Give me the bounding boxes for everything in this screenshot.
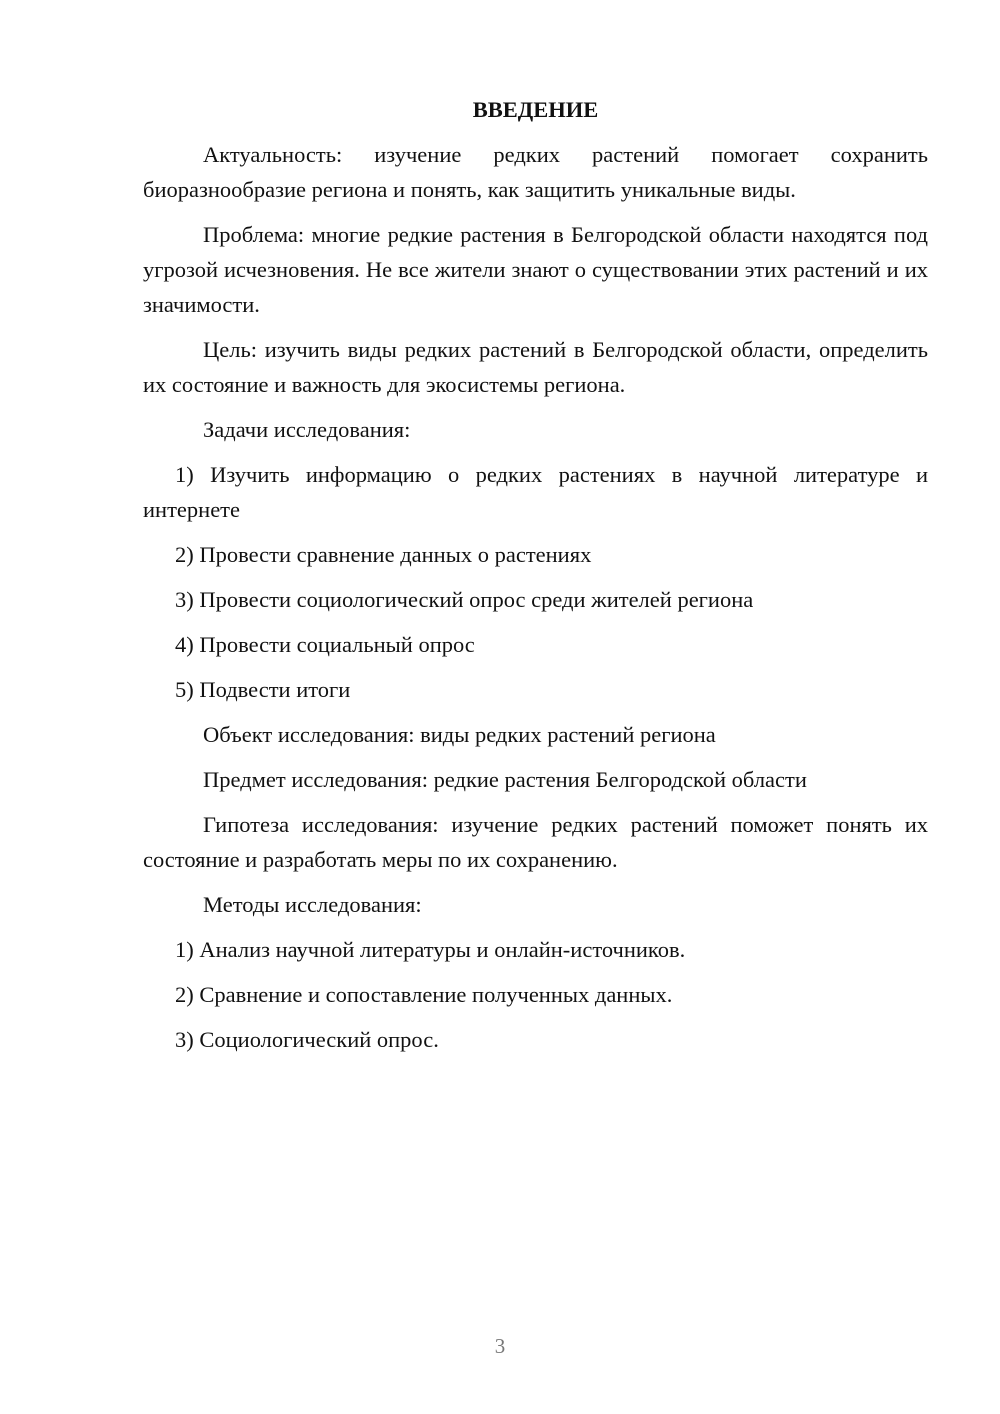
tasks-heading: Задачи исследования: bbox=[203, 417, 411, 442]
task-item: 1) Изучить информацию о редких растениях в научной литературе и интернете bbox=[143, 462, 928, 522]
object-paragraph: Объект исследования: виды редких растений региона bbox=[203, 722, 716, 747]
task-item: 3) Провести социологический опрос среди жителей региона bbox=[175, 587, 754, 612]
task-item: 4) Провести социальный опрос bbox=[175, 632, 475, 657]
goal-paragraph: Цель: изучить виды редких растений в Белгородской области, определить их состояние и важность для экосистемы региона. bbox=[143, 337, 928, 397]
method-item: 1) Анализ научной литературы и онлайн-источников. bbox=[175, 937, 686, 962]
problem-paragraph: Проблема: многие редкие растения в Белгородской области находятся под угрозой исчезновения. Не все жители знают о существовании этих растений и их значимости. bbox=[143, 222, 928, 317]
subject-paragraph: Предмет исследования: редкие растения Белгородской области bbox=[203, 767, 807, 792]
methods-heading: Методы исследования: bbox=[203, 892, 422, 917]
hypothesis-paragraph: Гипотеза исследования: изучение редких растений поможет понять их состояние и разработать меры по их сохранению. bbox=[143, 812, 928, 872]
task-item: 5) Подвести итоги bbox=[175, 677, 351, 702]
page-number: 3 bbox=[494, 1334, 506, 1358]
task-item: 2) Провести сравнение данных о растениях bbox=[175, 542, 592, 567]
method-item: 2) Сравнение и сопоставление полученных данных. bbox=[175, 982, 673, 1007]
actuality-paragraph: Актуальность: изучение редких растений помогает сохранить биоразнообразие региона и понять, как защитить уникальные виды. bbox=[143, 142, 928, 202]
page-content bbox=[143, 95, 928, 1067]
method-item: 3) Социологический опрос. bbox=[175, 1027, 439, 1052]
page-title: ВВЕДЕНИЕ bbox=[472, 97, 599, 122]
